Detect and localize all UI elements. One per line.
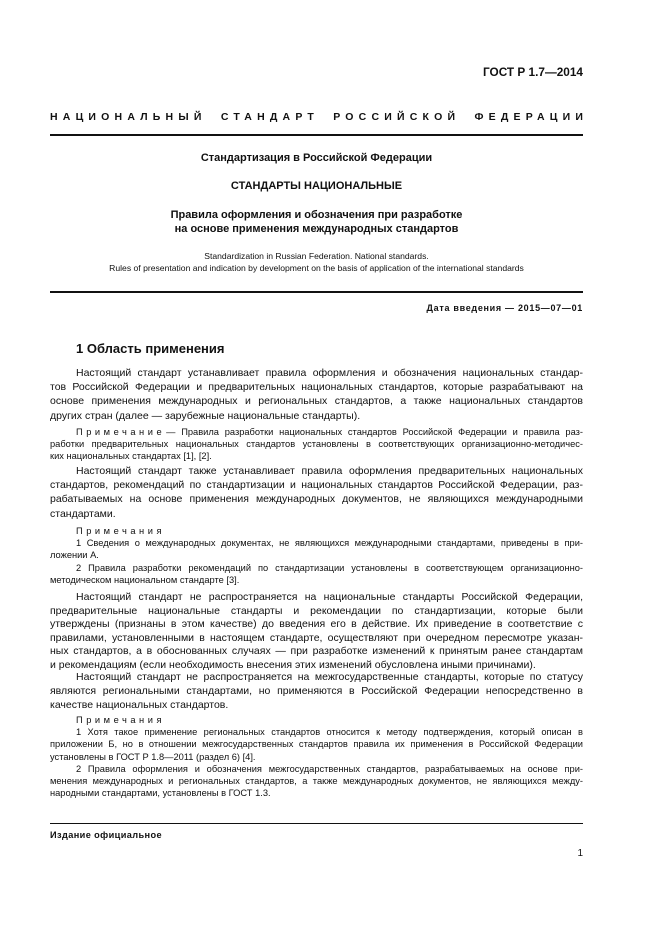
note-item-line: 1 Сведения о международных документах, не являющихся международными стандартами, приведены в при- [76,538,583,549]
paragraph-line: ных стандартов, а в обоснованных случаях — при разработке изменений к принятым ранее стандартам [50,645,583,658]
page-number: 1 [577,848,583,859]
edition-note: Издание официальное [50,830,163,840]
title-subtitle-line: Правила оформления и обозначения при разработке [170,209,463,221]
paragraph-line: Настоящий стандарт устанавливает правила оформления и обозначения национальных стандар- [76,367,583,379]
banner-word: ФЕДЕРАЦИИ [474,111,589,123]
effective-date: Дата введения — 2015—07—01 [426,303,583,313]
notes-block-2 [50,525,583,586]
title-english-line: Rules of presentation and indication by development on the basis of application of the international standards [109,263,524,273]
note-item-line: народными стандартами, установлены в ГОСТ 1.3. [50,788,271,799]
note-line: ких национальных стандартах [1], [2]. [50,451,212,462]
paragraph-line: предварительные национальные стандарты и рекомендации по стандартизации, которые были [50,604,583,617]
note-block-1 [50,426,583,463]
note-line [50,426,583,438]
banner-word: НАЦИОНАЛЬНЫЙ [50,111,207,123]
title-subtitle-line: на основе применения международных стандартов [174,223,459,235]
section-heading: 1 Область применения [76,341,225,356]
note-item-line: методическом национальном стандарте [3]. [50,574,240,585]
notes-block-3 [50,714,583,799]
paragraph-line: рабатываемых на основе применения международных документов, не являющихся международными [50,493,583,506]
title-series: Стандартизация в Российской Федерации [200,152,433,164]
scope-paragraph-1 [50,366,583,423]
paragraph-line: стандартов, рекомендаций по стандартизации и национальных стандартов Российской Федерации, раз- [50,479,583,492]
note-item-line: приложении Б, но в отношении межгосударственных стандартов правила их применения в Российской Федерации [50,739,583,750]
paragraph-line: Настоящий стандарт не распространяется на национальные стандарты Российской Федерации, [76,591,583,603]
note-item-line: ложении А. [50,550,99,561]
note-item-line: установлены в ГОСТ Р 1.8—2011 (раздел 6) [4]. [50,751,256,762]
notes-label: Примечания [76,526,166,536]
scope-paragraph-3 [50,591,583,673]
note-item-line: 2 Правила разработки рекомендаций по стандартизации установлены в соответствующем организационно- [76,562,583,573]
title-main: СТАНДАРТЫ НАЦИОНАЛЬНЫЕ [230,180,403,192]
paragraph-line: утверждены (признаны в этом качестве) до введения его в действие. Их приведение в соответствие с [50,618,583,631]
paragraph-line: правилами, установленными в настоящем стандарте, осуществляют при очередном пересмотре указан- [50,631,583,644]
paragraph-line: являются региональными стандартами, но применяются в Российской Федерации непосредственно в [50,685,583,697]
paragraph-line: других стран (далее — зарубежные национальные стандарты). [50,409,361,422]
note-item-line: 1 Хотя такое применение региональных стандартов относится к методу подтверждения, который описан в [76,727,583,738]
scope-paragraph-4 [50,670,583,712]
notes-label: Примечания [76,715,166,725]
scope-paragraph-2 [50,464,583,521]
title-english-line: Standardization in Russian Federation. National standards. [204,251,429,261]
paragraph-line: качестве национальных стандартов. [50,699,229,711]
standard-banner [50,109,589,125]
title-subtitle [50,208,583,236]
note-text: — Правила разработки национальных стандартов Российской Федерации и правила раз- [166,427,583,437]
note-label: Примечание [76,427,166,437]
paragraph-line: Настоящий стандарт не распространяется на межгосударственные стандарты, которые по статусу [76,671,583,683]
paragraph-line: и рекомендациям (если необходимость внесения этих изменений обусловлена иными причинами). [50,658,536,671]
banner-word: СТАНДАРТ [220,111,319,123]
paragraph-line: тов Российской Федерации и предварительных национальных стандартов, которые разрабатывают на [50,381,583,394]
banner-word: РОССИЙСКОЙ [333,111,461,123]
paragraph-line: Настоящий стандарт также устанавливает правила оформления предварительных национальных [76,465,583,477]
title-english [50,250,583,274]
title-rule [50,291,583,293]
banner-rule [50,134,583,136]
note-line: работки предварительных национальных стандартов установлены в соответствующих организационно-методичес- [50,439,583,450]
footer-rule [50,823,583,824]
paragraph-line: основе применения международных и региональных стандартов, а также национальных стандартов [50,395,583,408]
document-designation: ГОСТ Р 1.7—2014 [482,65,583,79]
note-item-line: 2 Правила оформления и обозначения межгосударственных стандартов, разрабатываемых на основе при- [76,763,583,774]
paragraph-line: стандартами. [50,507,116,520]
note-item-line: менения международных и региональных стандартов, а также международных документов, не являющихся между- [50,776,583,787]
